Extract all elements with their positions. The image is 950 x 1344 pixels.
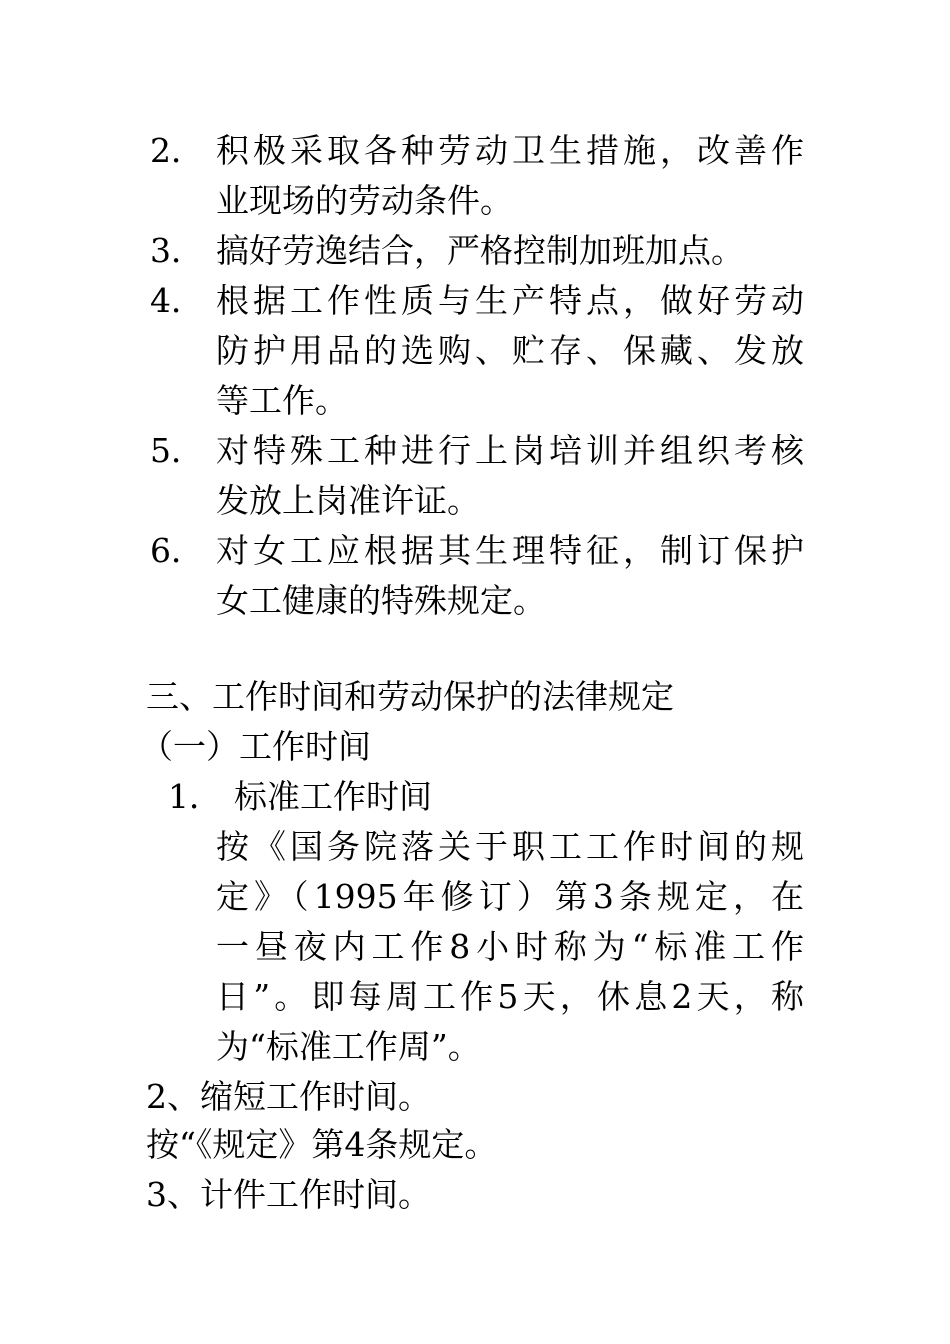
list-item-text: 3、计件工作时间。 bbox=[146, 1175, 431, 1214]
subsection-title: （一）工作时间 bbox=[140, 727, 371, 766]
list-number: 4． bbox=[150, 281, 204, 320]
list-item-text: 等工作。 bbox=[216, 381, 348, 420]
list-item-text: 业现场的劳动条件。 bbox=[216, 181, 513, 220]
paragraph-line: 为“标准工作周”。 bbox=[216, 1027, 481, 1066]
list-item-text: 对女工应根据其生理特征，制订保护 bbox=[216, 531, 804, 570]
list-number: 3． bbox=[150, 231, 204, 270]
paragraph-line: 一昼夜内工作8小时称为“标准工作 bbox=[216, 927, 804, 966]
sub-item-label: 标准工作时间 bbox=[234, 777, 432, 816]
paragraph-line: 按“《规定》第4条规定。 bbox=[146, 1125, 498, 1164]
list-item-text: 发放上岗准许证。 bbox=[216, 481, 480, 520]
list-item-text: 防护用品的选购、贮存、保藏、发放 bbox=[216, 331, 804, 370]
list-item-text: 搞好劳逸结合，严格控制加班加点。 bbox=[216, 231, 744, 270]
list-item-text: 对特殊工种进行上岗培训并组织考核 bbox=[216, 431, 804, 470]
list-item-text: 女工健康的特殊规定。 bbox=[216, 581, 546, 620]
list-item-text: 积极采取各种劳动卫生措施，改善作 bbox=[216, 131, 804, 170]
list-item-text: 根据工作性质与生产特点，做好劳动 bbox=[216, 281, 804, 320]
list-number: 5． bbox=[150, 431, 204, 470]
section-title: 三、工作时间和劳动保护的法律规定 bbox=[146, 677, 674, 716]
list-number: 6． bbox=[150, 531, 204, 570]
paragraph-line: 按《国务院落关于职工工作时间的规 bbox=[216, 827, 804, 866]
list-number: 2． bbox=[150, 131, 204, 170]
paragraph-line: 定》（1995年修订）第3条规定，在 bbox=[216, 877, 804, 916]
list-number: 1． bbox=[168, 777, 222, 816]
paragraph-line: 日”。即每周工作5天，休息2天，称 bbox=[216, 977, 804, 1016]
list-item-text: 2、缩短工作时间。 bbox=[146, 1077, 431, 1116]
